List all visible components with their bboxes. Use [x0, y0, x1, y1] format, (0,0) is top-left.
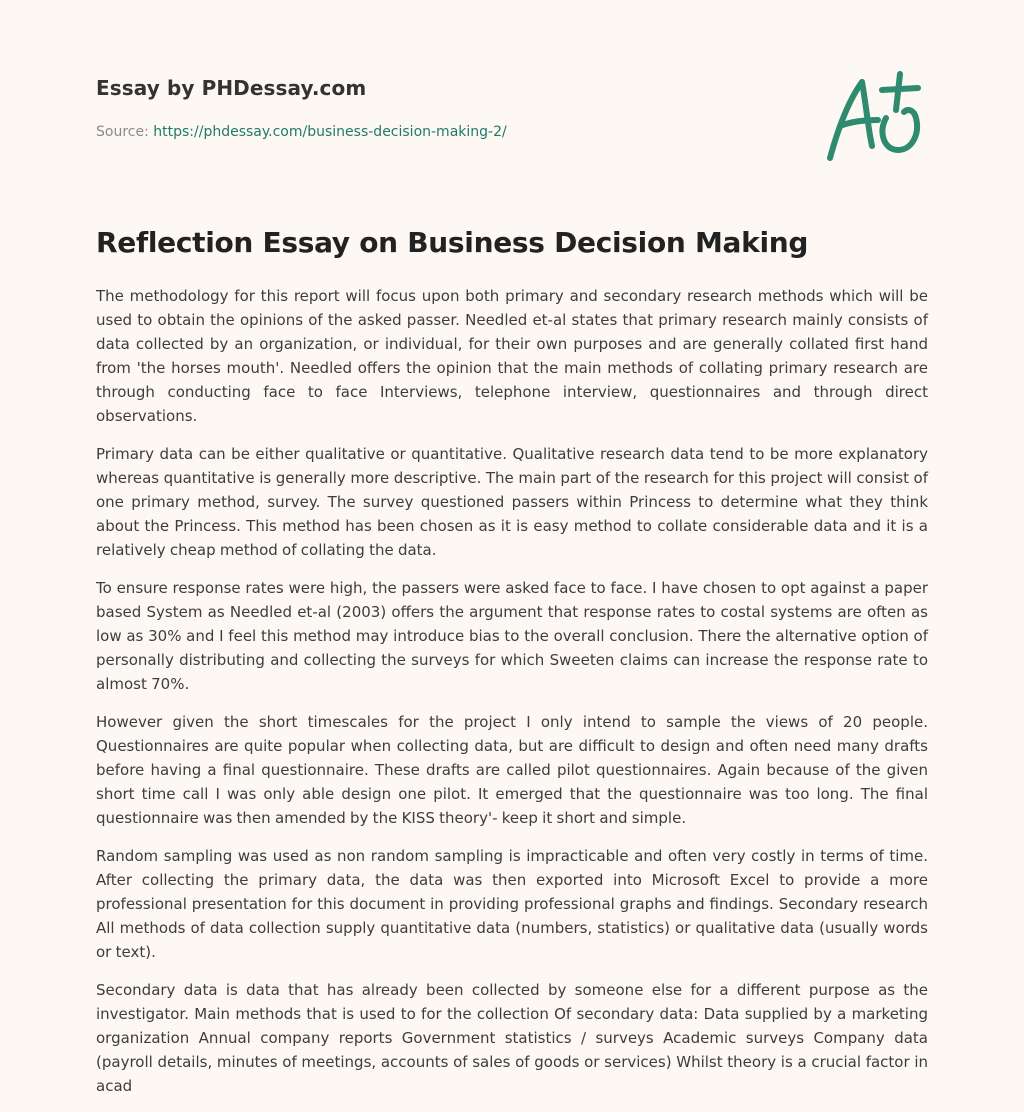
essay-title: Reflection Essay on Business Decision Making [96, 226, 809, 259]
essay-paragraph: Secondary data is data that has already been collected by someone else for a different purpose as the investigator. Main methods that is used to for the collection Of secondary data: Data supplied by a marketing organization Annual company reports Government statistics / surveys Academic surveys Company data (payroll details, minutes of meetings, accounts of sales of goods or services) Whilst theory is a crucial factor in acad [96, 981, 928, 1095]
source-line [96, 124, 928, 140]
source-label: Source: [96, 124, 154, 140]
brand-title: Essay by PHDessay.com [96, 76, 367, 100]
essay-paragraph: However given the short timescales for the project I only intend to sample the views of 20 people. Questionnaires are quite popular when collecting data, but are difficult to design and often need many drafts before having a final questionnaire. These drafts are called pilot questionnaires. Again because of the given short time call I was only able design one pilot. It emerged that the questionnaire was too long. The final questionnaire was then amended by the KISS theory'- keep it short and simple. [96, 713, 928, 827]
source-link[interactable]: https://phdessay.com/business-decision-making-2/ [153, 124, 507, 140]
a-plus-icon [822, 66, 932, 166]
essay-header [96, 76, 928, 140]
essay-paragraph: Random sampling was used as non random sampling is impracticable and often very costly in terms of time. After collecting the primary data, the data was then exported into Microsoft Excel to provide a more professional presentation for this document in providing professional graphs and findings. Secondary research All methods of data collection supply quantitative data (numbers, statistics) or qualitative data (usually words or text). [96, 847, 928, 961]
essay-paragraph: Primary data can be either qualitative or quantitative. Qualitative research data tend to be more explanatory whereas quantitative is generally more descriptive. The main part of the research for this project will consist of one primary method, survey. The survey questioned passers within Princess to determine what they think about the Princess. This method has been chosen as it is easy method to collate considerable data and it is a relatively cheap method of collating the data. [96, 445, 928, 559]
essay-body [96, 284, 928, 1112]
essay-paragraph: The methodology for this report will focus upon both primary and secondary research methods which will be used to obtain the opinions of the asked passer. Needled et-al states that primary research mainly consists of data collected by an organization, or individual, for their own purposes and are generally collated first hand from 'the horses mouth'. Needled offers the opinion that the main methods of collating primary research are through conducting face to face Interviews, telephone interview, questionnaires and through direct observations. [96, 287, 928, 425]
essay-paragraph: To ensure response rates were high, the passers were asked face to face. I have chosen to opt against a paper based System as Needled et-al (2003) offers the argument that response rates to costal systems are often as low as 30% and I feel this method may introduce bias to the overall conclusion. There the alternative option of personally distributing and collecting the surveys for which Sweeten claims can increase the response rate to almost 70%. [96, 579, 928, 693]
